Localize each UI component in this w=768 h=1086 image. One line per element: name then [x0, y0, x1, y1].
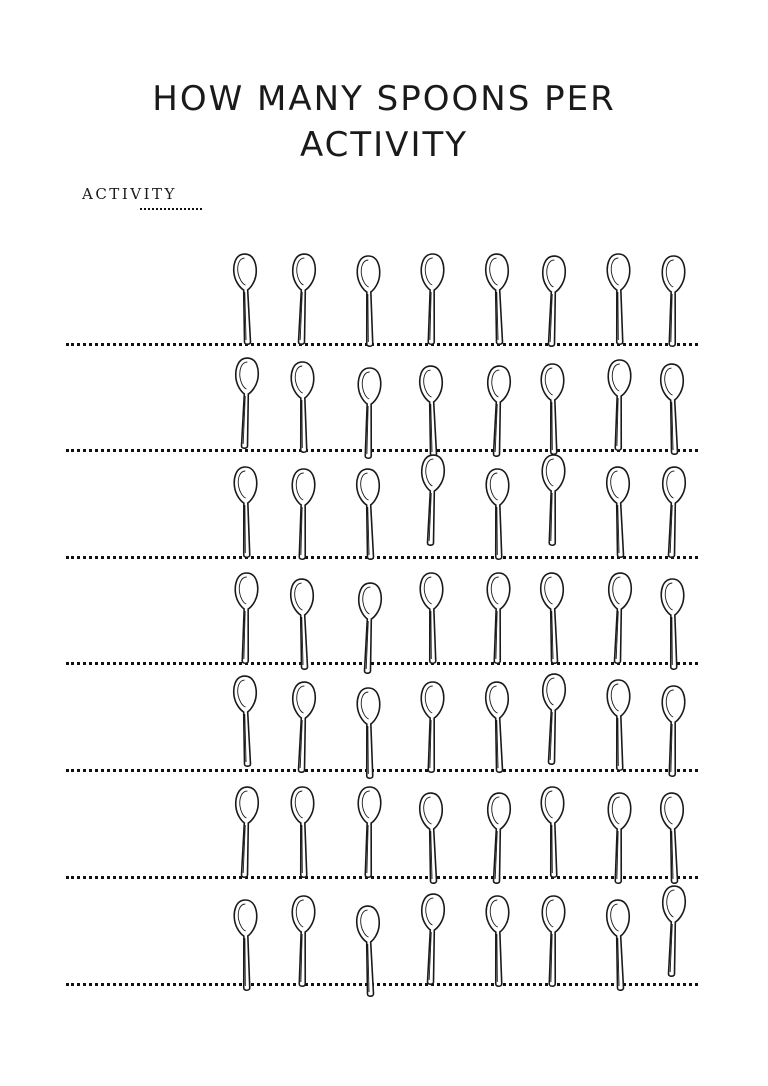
spoon-icon	[537, 254, 568, 349]
spoon-icon	[417, 252, 447, 346]
spoon-icon	[483, 571, 513, 665]
spoon-icon	[231, 465, 261, 559]
title-line-1: HOW MANY SPOONS PER	[152, 79, 616, 119]
spoon-icon	[231, 571, 261, 665]
spoon-icon	[604, 252, 634, 346]
spoon-icon	[417, 571, 447, 665]
spoon-icon	[603, 571, 634, 666]
spoon-icon	[537, 571, 568, 666]
spoon-icon	[538, 362, 568, 456]
spoon-icon	[657, 465, 688, 560]
spoon-icon	[288, 894, 318, 988]
spoon-icon	[231, 898, 261, 992]
spoon-icon	[288, 360, 318, 454]
spoon-icon	[416, 791, 447, 886]
spoon-icon	[604, 358, 634, 452]
spoon-icon	[604, 791, 634, 885]
spoon-icon	[482, 680, 513, 775]
title-line-2: ACTIVITY	[299, 125, 469, 165]
spoon-icon	[657, 362, 688, 457]
spoon-icon	[288, 467, 318, 561]
spoon-icon	[354, 785, 384, 879]
spoon-icon	[658, 684, 688, 778]
spoon-icon	[230, 785, 261, 880]
spoon-icon	[658, 254, 688, 348]
spoon-icon	[538, 785, 568, 879]
spoon-icon	[482, 364, 513, 459]
spoon-icon	[657, 791, 688, 886]
spoon-icon	[353, 581, 384, 676]
spoon-icon	[538, 453, 568, 547]
spoon-icon	[537, 672, 568, 767]
spoon-icon	[483, 467, 513, 561]
spoon-icon	[657, 884, 688, 979]
spoon-icon	[353, 904, 384, 999]
activity-column-header: ACTIVITY	[82, 185, 177, 203]
spoon-icon	[417, 680, 447, 774]
spoon-icon	[230, 252, 261, 347]
spoon-icon	[416, 364, 447, 459]
spoon-icon	[416, 892, 447, 987]
spoon-icon	[538, 894, 568, 988]
spoon-icon	[288, 785, 318, 879]
spoon-icon	[287, 680, 318, 775]
spoon-icon	[287, 252, 318, 347]
spoon-icon	[354, 366, 384, 460]
spoon-icon	[230, 674, 261, 769]
spoon-icon	[230, 356, 261, 451]
spoon-icon	[604, 678, 634, 772]
spoon-icon	[658, 577, 688, 671]
spoon-icon	[416, 453, 447, 548]
spoon-icon	[353, 467, 384, 562]
spoon-icon	[603, 898, 634, 993]
spoon-icon	[354, 686, 384, 780]
spoon-icon	[482, 791, 513, 886]
spoon-icon	[354, 254, 384, 348]
spoon-icon	[287, 577, 318, 672]
spoon-icon	[603, 465, 634, 560]
spoon-icon	[482, 252, 513, 347]
spoon-icon	[483, 894, 513, 988]
